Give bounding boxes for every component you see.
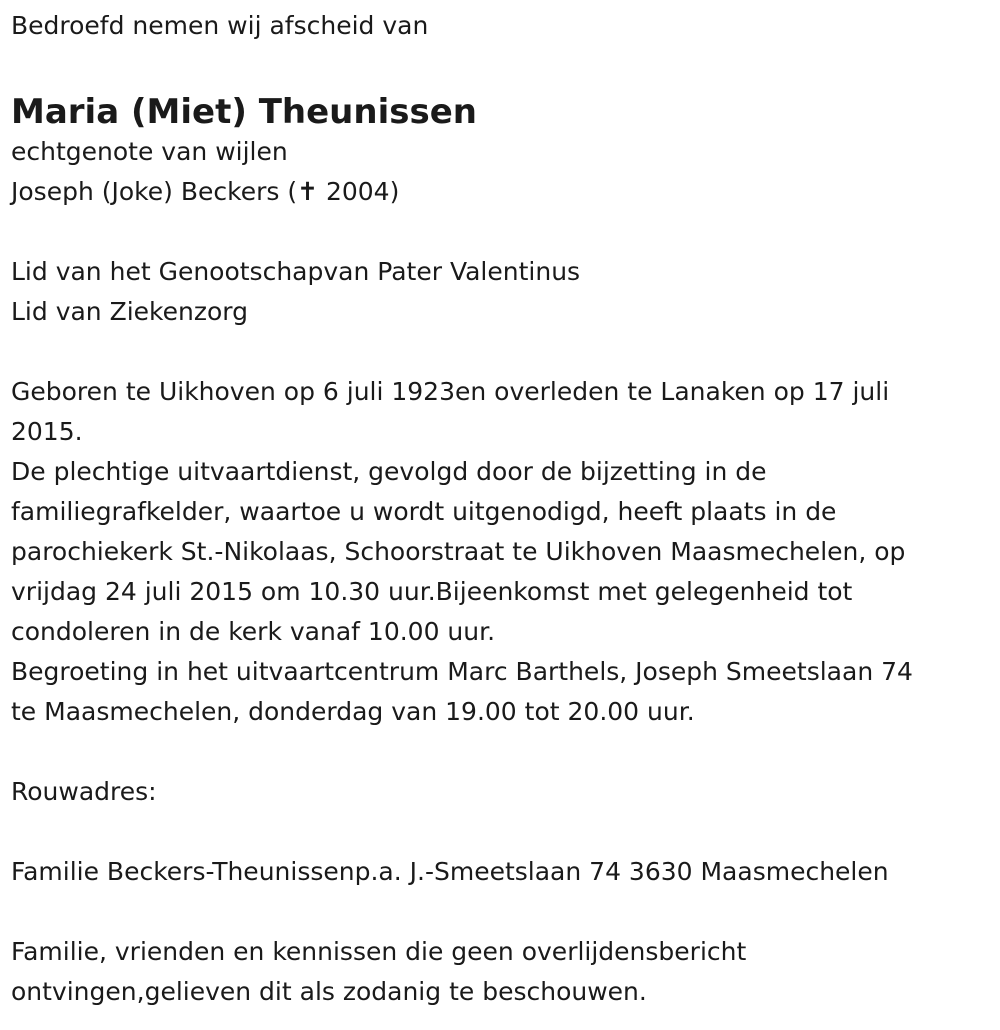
closing-line-2: ontvingen,gelieven dit als zodanig te beschouwen. — [11, 977, 647, 1006]
greeting-line-1: Begroeting in het uitvaartcentrum Marc Barthels, Joseph Smeetslaan 74 — [11, 657, 913, 686]
birth-death-line-1: Geboren te Uikhoven op 6 juli 1923en overleden te Lanaken op 17 juli — [11, 377, 890, 406]
spouse-line-1: echtgenote van wijlen — [11, 137, 288, 166]
greeting-line-2: te Maasmechelen, donderdag van 19.00 tot 20.00 uur. — [11, 697, 695, 726]
service-line-4: vrijdag 24 juli 2015 om 10.30 uur.Bijeenkomst met gelegenheid tot — [11, 577, 853, 606]
spacer — [11, 332, 986, 372]
address-label: Rouwadres: — [11, 777, 157, 806]
service-line-3: parochiekerk St.-Nikolaas, Schoorstraat te Uikhoven Maasmechelen, op — [11, 537, 906, 566]
spacer — [11, 212, 986, 252]
deceased-name: Maria (Miet) Theunissen — [11, 92, 477, 132]
mourning-address: Familie Beckers-Theunissenp.a. J.-Smeetslaan 74 3630 Maasmechelen — [11, 857, 889, 886]
birth-death-line-2: 2015. — [11, 417, 83, 446]
closing-line-1: Familie, vrienden en kennissen die geen overlijdensbericht — [11, 937, 747, 966]
membership-2: Lid van Ziekenzorg — [11, 297, 248, 326]
spacer — [11, 812, 986, 852]
obituary-notice — [11, 0, 986, 1012]
service-line-2: familiegrafkelder, waartoe u wordt uitgenodigd, heeft plaats in de — [11, 497, 837, 526]
intro-text: Bedroefd nemen wij afscheid van — [11, 11, 429, 40]
spacer — [11, 732, 986, 772]
spouse-line-2: Joseph (Joke) Beckers (✝ 2004) — [11, 177, 400, 206]
service-line-1: De plechtige uitvaartdienst, gevolgd door de bijzetting in de — [11, 457, 767, 486]
service-line-5: condoleren in de kerk vanaf 10.00 uur. — [11, 617, 496, 646]
spacer — [11, 892, 986, 932]
membership-1: Lid van het Genootschapvan Pater Valentinus — [11, 257, 581, 286]
